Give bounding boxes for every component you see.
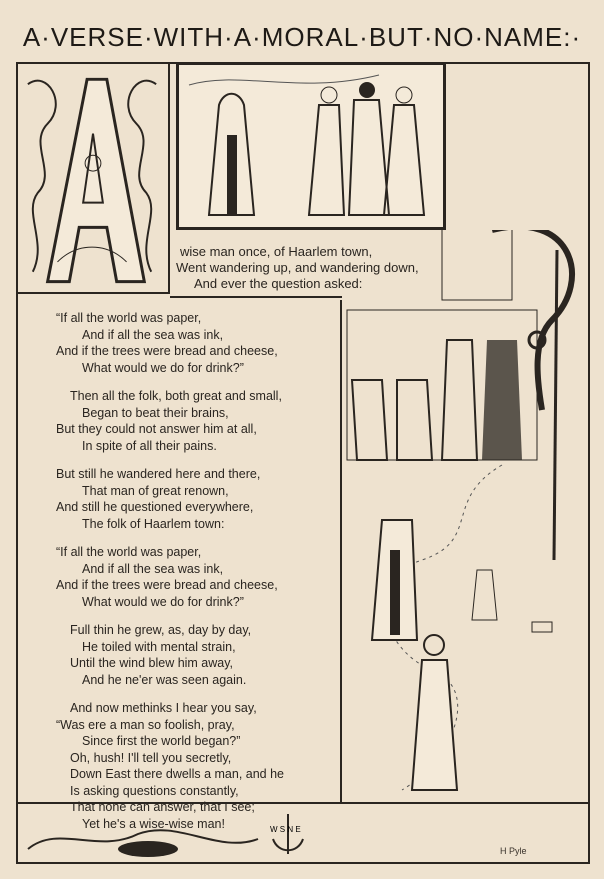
poem-line: But still he wandered here and there, xyxy=(56,467,261,481)
artist-signature: H Pyle xyxy=(500,846,527,856)
poem-line: In spite of all their pains. xyxy=(82,438,217,453)
poem-line: He toiled with mental strain, xyxy=(82,639,236,654)
poem-line: That none can answer, that I see; xyxy=(70,800,255,814)
poem-line: Is asking questions constantly, xyxy=(70,783,239,798)
page-title: A·VERSE·WITH·A·MORAL·BUT·NO·NAME:· xyxy=(22,22,582,52)
poem-line: Since first the world began?” xyxy=(82,734,241,748)
poem-line: But they could not answer him at all, xyxy=(56,422,257,436)
poem-line: Yet he's a wise-wise man! xyxy=(82,816,225,831)
poem-line: And he ne'er was seen again. xyxy=(82,672,247,687)
poem-line: Oh, hush! I'll tell you secretly, xyxy=(70,750,232,765)
divider xyxy=(170,296,342,298)
compass-letters: W S N E xyxy=(270,825,301,834)
poem-line: Began to beat their brains, xyxy=(82,405,229,420)
poem-line: Full thin he grew, as, day by day, xyxy=(70,623,252,637)
poem-body xyxy=(56,310,338,844)
poem-line: And now methinks I hear you say, xyxy=(70,701,257,715)
poem-line: “If all the world was paper, xyxy=(56,545,202,559)
poem-line: What would we do for drink?” xyxy=(82,360,244,375)
intro-line: And ever the question asked: xyxy=(194,276,363,291)
stanza xyxy=(56,466,338,532)
intro-line: Went wandering up, and wandering down, xyxy=(176,260,419,275)
poem-line: Down East there dwells a man, and he xyxy=(70,767,285,781)
poem-line: And if all the sea was ink, xyxy=(82,327,224,342)
poem-line: That man of great renown, xyxy=(82,483,229,498)
illustration-town-path-scene xyxy=(342,230,590,802)
poem-line: Then all the folk, both great and small, xyxy=(70,389,282,403)
poem-line: Until the wind blew him away, xyxy=(70,656,234,670)
poem-line: And still he questioned everywhere, xyxy=(56,500,254,514)
poem-line: The folk of Haarlem town: xyxy=(82,516,225,531)
poem-line: And if all the sea was ink, xyxy=(82,561,224,576)
poem-line: “If all the world was paper, xyxy=(56,311,202,325)
stanza xyxy=(56,544,338,610)
stanza xyxy=(56,388,338,454)
intro-line: wise man once, of Haarlem town, xyxy=(180,244,373,259)
stanza xyxy=(56,310,338,376)
poem-line: “Was ere a man so foolish, pray, xyxy=(56,717,235,732)
stanza xyxy=(56,622,338,688)
poem-line: What would we do for drink?” xyxy=(82,594,244,609)
illustration-wise-man-questioning xyxy=(176,62,446,230)
poem-line: And if the trees were bread and cheese, xyxy=(56,578,278,592)
illuminated-initial-a xyxy=(18,64,170,294)
poem-line: And if the trees were bread and cheese, xyxy=(56,344,278,358)
